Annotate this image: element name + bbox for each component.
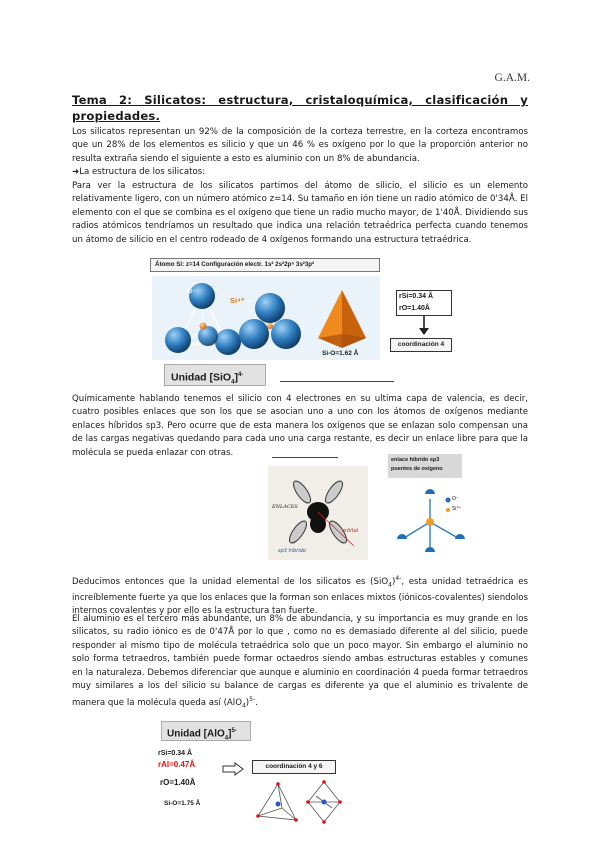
divider-line (280, 381, 394, 382)
sp3-hybrid-label: sp3 híbrido (278, 548, 306, 554)
si-radius: rSi=0.34 Å (399, 293, 434, 300)
intro-paragraph: Los silicatos representan un 92% de la composición de la corteza terrestre, en la corteza encontramos que un 28% de los elementos es silicio y que un 46 % es oxígeno por lo que la proporción anterior no resulta extraña siendo el siguiente a esto es aluminio con un 8% de abundancia. (72, 127, 528, 164)
right-arrow-icon (222, 762, 244, 776)
section-heading: ➜La estructura de los silicatos: (72, 167, 206, 177)
author-initials: G.A.M. (494, 72, 530, 84)
page-title: Tema 2: Silicatos: estructura, cristaloquímica, clasificación y propiedades. (72, 93, 528, 123)
enlaces-label: ENLACES (272, 504, 298, 510)
deduction-paragraph: Deducimos entonces que la unidad elemental de los silicatos es $(SiO_4)^{4-}$, esta unidad tetraédrica es increíblemente fuerte ya que los enlaces que la forman son enlaces mixtos (iónicos-covalentes) siendolos internos covalentes y por ello es la estructura tan fuerte. (72, 575, 529, 617)
sio4-unit-label: Unidad $[SiO_4]^{4-}$ (164, 364, 266, 386)
oxygen-label: O⁻ (188, 289, 196, 295)
sio4-spheres-diagram (152, 276, 380, 360)
o-radius: rO=1.40Å (399, 304, 430, 312)
divider-line-2 (272, 457, 338, 458)
down-arrow-icon (418, 316, 430, 336)
si-o-distance: Si-O=1.62 Å (322, 350, 359, 357)
alo4-unit-label: Unidad $[AlO_4]^{5-}$ (161, 721, 251, 741)
structure-paragraph: Para ver la estructura de los silicatos partimos del átomo de silicio, el silicio es un elemento relativamente ligero, con un número atómico z=14. Su tamaño en ión tiene un radio atómico de 0'34Å. El elemento con el que se combina es el oxígeno que tiene un radio mucho mayor, de 1'40Å. Dividiendo sus radios atómicos tendríamos un resultado que indica una relación tetraédrica perfecta cuando tenemos un átomo de silicio en el centro rodeado de 4 oxígenos formando una estructura tetraédrica. (72, 181, 528, 245)
al-radii-list (158, 748, 195, 770)
sp3-caption-box: enlace híbrido sp3 puentes de oxígeno (388, 454, 462, 478)
orbital-sketch-drawing (268, 466, 368, 560)
si-ion-label: Si⁴⁺ (230, 296, 245, 305)
chemistry-paragraph: Químicamente hablando tenemos el silicio con 4 electrones en su ultima capa de valencia, es decir, cuatro posibles enlaces que son los que se asocian uno a uno con los átomos de oxígenos mediante enlaces híbridos sp3. Pero ocurre que de esta manera los oxígenos que se enlazan solo compensan una de las cargas negativas quedando para cada uno una carga restante, es decir un enlace libre para que la molécula se pueda enlazar con otras. (72, 394, 528, 458)
sp3-bond-diagram (390, 484, 474, 564)
atom-config-header: Átomo Si: z=14 Configuración electr. 1s² 2s²2p⁶ 3s²3p² (150, 258, 380, 272)
legend-oxygen: O⁻ (452, 496, 459, 502)
si-radius-2: rSi=0.34 Å (158, 750, 193, 757)
o-radius-2: rO=1.40Å (160, 778, 196, 787)
figure-sio4 (150, 258, 456, 390)
hybrid-orbital-sketch (268, 466, 368, 560)
coordination-4-box: coordinación 4 (390, 338, 452, 352)
aluminum-paragraph: El aluminio es el tercero más abundante, un 8% de abundancia, y su importancia es muy grande en los silicatos, su radio iónico es de 0'47Å por lo que , como no es demasiado diferente al del silicio, puede responder al mismo tipo de molécula tetraédrica solo que un poco mayor. Sin embargo el aluminio no solo forma tetraedros, también puede formar octaedros siendo ambas estructuras estables y comunes en la naturaleza. Debemos diferenciar que aunque e aluminio en coordinación 4 pueda formar tetraedros muy similares a los del silicio su balance de cargas es diferente ya que el aluminio es trivalente de manera que la molécula queda así $(AlO_4)^{5-}$. (72, 614, 528, 711)
si-o-distance-2: Si-O=1.75 Å (164, 800, 201, 807)
orbital-label: orbital (342, 528, 359, 534)
tetra-octa-diagram (248, 780, 348, 826)
coordination-4-6-box: coordinación 4 y 6 (252, 760, 336, 774)
al-radius: rAl=0.47Å (158, 760, 196, 769)
legend-silicon: Si⁴⁺ (452, 506, 462, 512)
radii-box (396, 290, 452, 316)
spheres-panel (152, 276, 380, 360)
